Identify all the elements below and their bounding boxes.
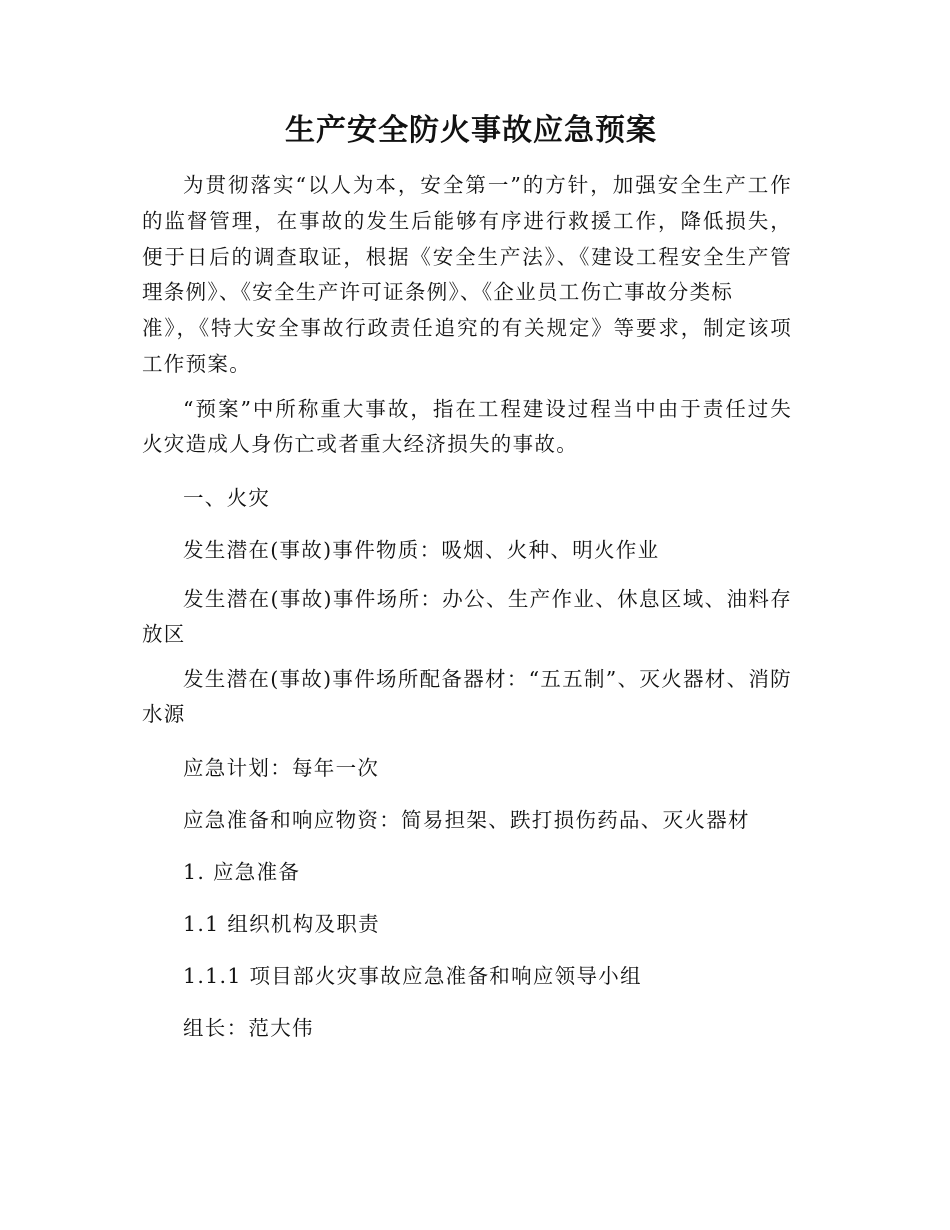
document-title: 生产安全防火事故应急预案 xyxy=(285,113,657,148)
section-heading-fire: 一、火灾 xyxy=(183,485,271,510)
emergency-supplies-paragraph: 应急准备和响应物资：简易担架、跌打损伤药品、灭火器材 xyxy=(183,807,750,832)
group-leader-line: 组长：范大伟 xyxy=(183,1015,314,1040)
definition-paragraph: “预案”中所称重大事故，指在工程建设过程当中由于责任过失火灾造成人身伤亡或者重大经济损失的事故。 xyxy=(142,396,792,457)
section-heading-preparation: 1. 应急准备 xyxy=(183,859,301,884)
section-heading-leadership-group: 1.1.1 项目部火灾事故应急准备和响应领导小组 xyxy=(183,963,642,988)
intro-paragraph: 为贯彻落实“以人为本，安全第一”的方针，加强安全生产工作的监督管理，在事故的发生后能够有序进行救援工作，降低损失，便于日后的调查取证，根据《安全生产法》、《建设工程安全生产管理条例》、《安全生产许可证条例》、《企业员工伤亡事故分类标 准》，《特大安全事故行政责任追究的有关规定》等要求，制定该项工作预案。 xyxy=(142,173,792,376)
hazard-materials-paragraph: 发生潜在(事故)事件物质：吸烟、火种、明火作业 xyxy=(183,537,660,562)
equipment-paragraph: 发生潜在(事故)事件场所配备器材：“五五制”、灭火器材、消防水源 xyxy=(142,666,792,727)
section-heading-organization: 1.1 组织机构及职责 xyxy=(183,911,380,936)
emergency-plan-paragraph: 应急计划：每年一次 xyxy=(183,755,380,780)
hazard-locations-paragraph: 发生潜在(事故)事件场所：办公、生产作业、休息区域、油料存放区 xyxy=(142,586,792,647)
